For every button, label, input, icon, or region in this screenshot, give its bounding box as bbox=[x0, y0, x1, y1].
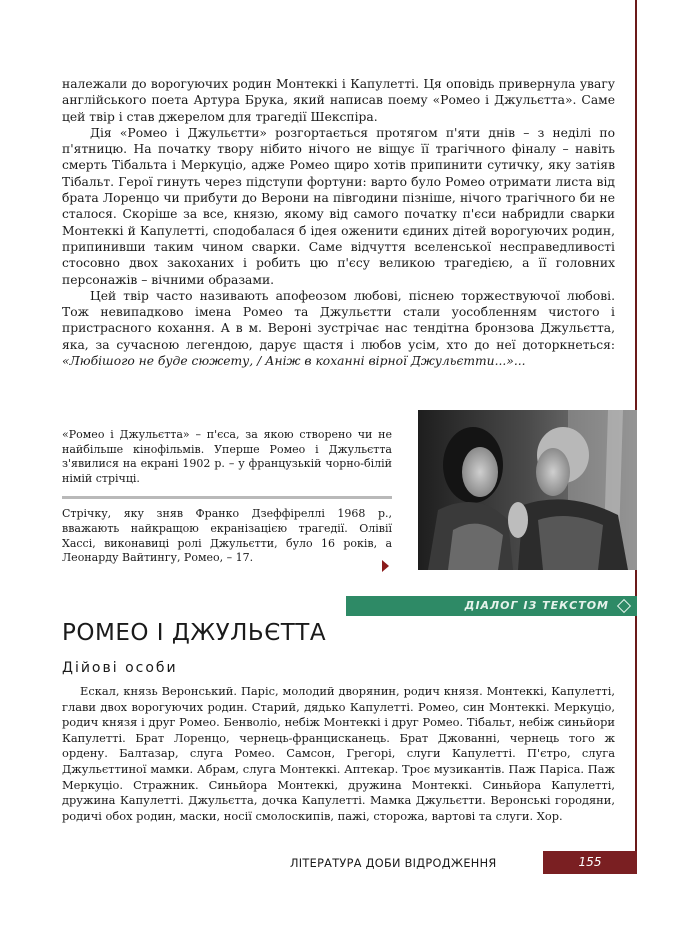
body-paragraph bbox=[62, 288, 615, 369]
section-banner bbox=[346, 596, 637, 616]
body-text bbox=[62, 76, 615, 369]
side-note bbox=[62, 428, 392, 566]
side-note-paragraph: «Ромео і Джульєтта» – п'єса, за якою створено чи не найбільше кінофільмів. Уперше Ромео і Джульєтта з'явилися на екрані 1902 р. – у французькій чорно-білій німій стрічці. bbox=[62, 428, 392, 485]
play-title: РОМЕО І ДЖУЛЬЄТТА bbox=[62, 620, 327, 646]
body-paragraph: Дія «Ромео і Джульєтти» розгортається протягом п'яти днів – з неділі по п'ятницю. На початку твору нібито нічого не віщує її трагічного фіналу – навіть смерть Тібальта і Меркуціо, адже Ромео щиро хотів припинити сутичку, яку затіяв Тібальт. Герої гинуть через підступи фортуни: варто було Ромео отримати листа від брата Лоренцо чи прибути до Верони на півгодини пізніше, нічого трагічного би не сталося. Скоріше за все, князю, якому від самого початку п'єси набридли сварки Монтеккі й Капулетті, сподобалася б ідея оженити єдиних дітей ворогуючих родин, припинивши таким чином сварки. Саме відчуття вселенської несправедливості стосовно двох закоханих і робить цю п'єсу великою трагедією, а її головних персонажів – вічними образами. bbox=[62, 125, 615, 287]
side-note-paragraph: Стрічку, яку зняв Франко Дзеффіреллі 1968 р., вважають найкращою екранізацією трагедії. Олівії Хассі, виконавиці ролі Джульєтти, було 16 років, а Леонарду Вайтингу, Ромео, – 17. bbox=[62, 507, 392, 565]
cast-list: Ескал, князь Веронський. Паріс, молодий дворянин, родич князя. Монтеккі, Капулетті, глави двох ворогуючих родин. Старий, дядько Капулетті. Ромео, син Монтеккі. Меркуціо, родич князя і друг Ромео. Бенволіо, небіж Монтеккі і друг Ромео. Тібальт, небіж синьйори Капулетті. Брат Лоренцо, чернець-францисканець. Брат Джованні, чернець того ж ордену. Балтазар, слуга Ромео. Самсон, Грегорі, слуги Капулетті. П'єтро, слуга Джульєттиної мамки. Абрам, слуга Монтеккі. Аптекар. Троє музикантів. Паж Паріса. Паж Меркуціо. Стражник. Синьйора Монтеккі, дружина Монтеккі. Синьйора Капулетті, дружина Капулетті. Джульєтта, дочка Капулетті. Мамка Джульєтти. Веронські городяни, родичі обох родин, маски, носії смолоскипів, пажі, сторожа, вартові та слуги. Хор. bbox=[62, 684, 615, 823]
diamond-icon bbox=[617, 599, 631, 613]
cast-heading: Дійові особи bbox=[62, 660, 178, 676]
poem-quote: «Любішого не буде сюжету, / Аніж в коханні вірної Джульєтти...»... bbox=[62, 354, 526, 369]
film-still-photo bbox=[418, 410, 637, 570]
body-paragraph-text: Цей твір часто називають апофеозом любові, піснею торжествуючої любові. Тож невипадково імена Ромео та Джульєтти стали уособленням чистого і пристрасного кохання. А в м. Вероні зустрічає нас тендітна бронзова Джульєтта, яка, за сучасною легендою, дарує щастя і любов усім, хто до неї доторкнеться: bbox=[62, 288, 615, 352]
film-still-image bbox=[418, 410, 637, 570]
side-note-divider bbox=[62, 496, 392, 499]
banner-label: ДІАЛОГ ІЗ ТЕКСТОМ bbox=[464, 599, 609, 612]
pointer-arrow-icon bbox=[382, 560, 389, 572]
page-number: 155 bbox=[578, 855, 602, 869]
footer-section-title: ЛІТЕРАТУРА ДОБИ ВІДРОДЖЕННЯ bbox=[290, 857, 497, 870]
body-paragraph: належали до ворогуючих родин Монтеккі і Капулетті. Ця оповідь привернула увагу англійського поета Артура Брука, який написав поему «Ромео і Джульєтта». Саме цей твір і став джерелом для трагедії Шекспіра. bbox=[62, 77, 615, 124]
